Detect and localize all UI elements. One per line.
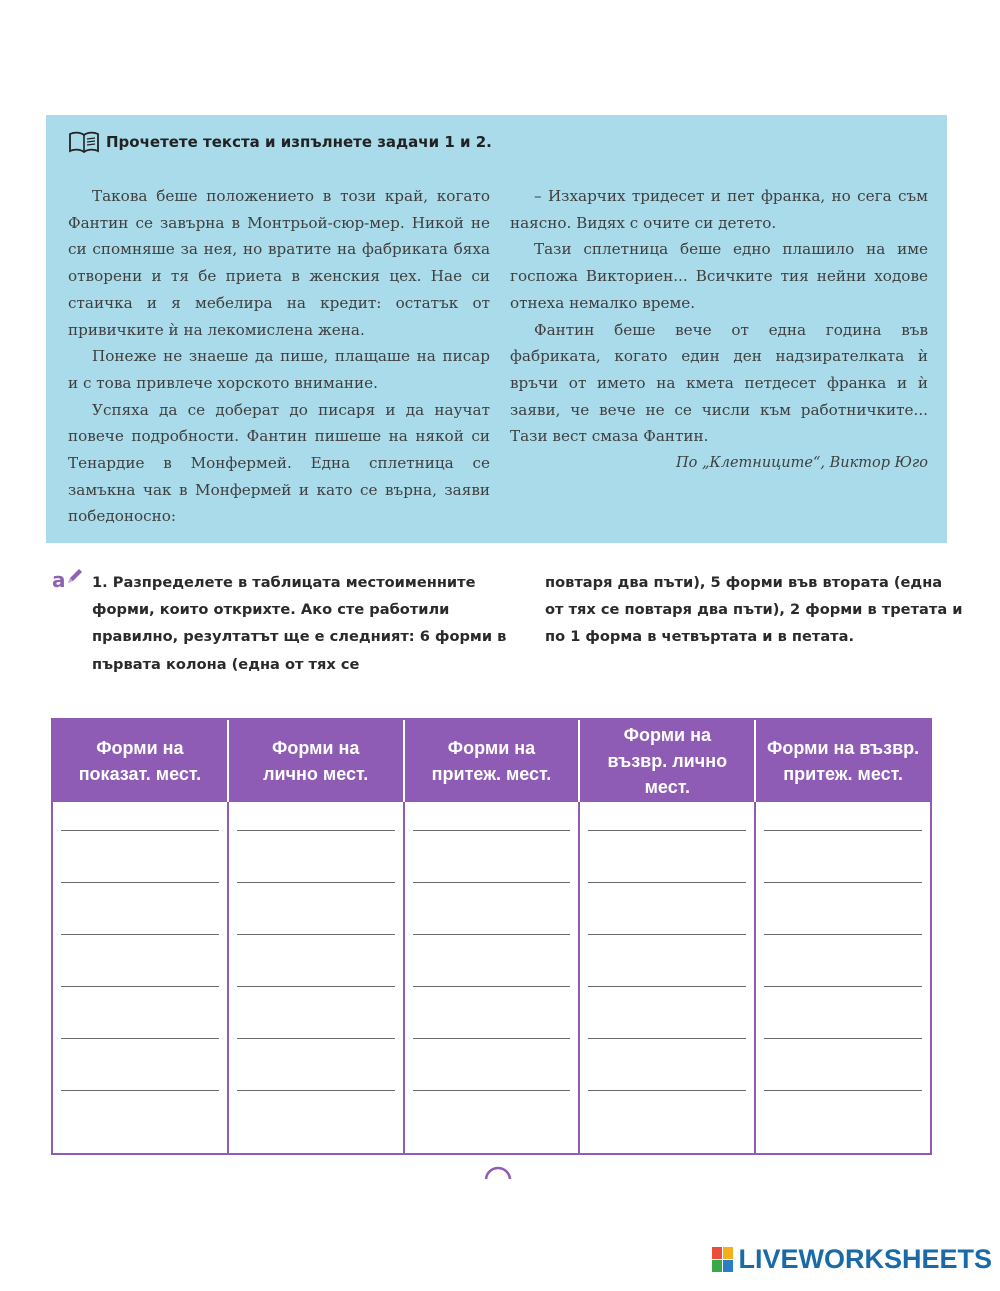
- answer-blank-line[interactable]: [764, 830, 922, 831]
- table-header-row: [53, 720, 930, 802]
- passage-paragraph: Понеже не знаеше да пише, плащаше на писар и с това привлече хорското внимание.: [68, 347, 490, 392]
- answer-blank-line[interactable]: [237, 1038, 395, 1039]
- answer-blank-line[interactable]: [61, 882, 219, 883]
- passage-paragraph: – Изхарчих тридесет и пет франка, но сега съм наясно. Видях с очите си детето.: [510, 187, 928, 232]
- answer-blank-line[interactable]: [764, 1090, 922, 1091]
- passage-attribution: По „Клетниците“, Виктор Юго: [676, 455, 928, 472]
- passage-left-column: [68, 183, 490, 530]
- answer-blank-line[interactable]: [61, 986, 219, 987]
- passage-paragraph: Фантин беше вече от една година във фабриката, когато един ден надзирателката ѝ връчи от името на кмета петдесет франка и ѝ заяви, че вече не се числи към работничките... Тази вест смаза Фантин.: [510, 320, 928, 446]
- answer-blank-line[interactable]: [413, 1038, 571, 1039]
- pencil-icon: [65, 566, 85, 586]
- passage-paragraph: Успяха да се доберат до писаря и да научат повече подробности. Фантин пишеше на някой си Тенардие в Монфермей. Една сплетница се замъкна чак в Монфермей и като се върна, заяви победоносно:: [68, 400, 490, 526]
- answer-blank-line[interactable]: [237, 830, 395, 831]
- passage-right-column: [510, 183, 928, 477]
- column-header-personal: Форми на лично мест.: [229, 720, 405, 802]
- passage-paragraph: Такова беше положението в този край, когато Фантин се завърна в Монтрьой-сюр-мер. Никой не си спомняше за нея, но вратите на фабриката бяха отворени и тя бе приета в женския цех. Нае си стаичка и я мебелира на кредит: остатък от привичките ѝ на лекомислена жена.: [68, 187, 490, 339]
- watermark-text: LIVEWORKSHEETS: [738, 1244, 992, 1274]
- task-instruction-right: повтаря два пъти), 5 форми във втората (една от тях се повтаря два пъти), 2 форми в третата и по 1 форма в четвъртата и в петата.: [545, 574, 963, 646]
- answer-blank-line[interactable]: [588, 1038, 746, 1039]
- answer-blank-line[interactable]: [413, 882, 571, 883]
- answer-blank-line[interactable]: [237, 882, 395, 883]
- answer-table: [51, 718, 932, 1155]
- answer-column: [756, 802, 930, 1153]
- liveworksheets-watermark: [712, 1244, 992, 1275]
- reading-passage: [46, 115, 947, 543]
- answer-column: [229, 802, 405, 1153]
- column-header-reflexive-possessive: Форми на възвр. притеж. мест.: [767, 738, 920, 784]
- answer-blank-line[interactable]: [413, 986, 571, 987]
- column-header-reflexive-personal: Форми на възвр. лично мест.: [580, 720, 756, 802]
- liveworksheets-logo-icon: [712, 1247, 734, 1273]
- answer-blank-line[interactable]: [764, 1038, 922, 1039]
- passage-paragraph: Тази сплетница беше едно плашило на име госпожа Викториен... Всичките тия нейни ходове отнеха немалко време.: [510, 240, 928, 312]
- answer-column: [405, 802, 581, 1153]
- answer-blank-line[interactable]: [237, 934, 395, 935]
- answer-blank-line[interactable]: [588, 934, 746, 935]
- task-instruction-left: 1. Разпределете в таблицата местоименните форми, които открихте. Ако сте работили правилно, резултатът ще е следният: 6 форми в първата колона (една от тях се: [92, 574, 507, 673]
- task-marker-letter: а: [52, 568, 66, 592]
- table-body: [53, 802, 930, 1153]
- answer-blank-line[interactable]: [61, 1090, 219, 1091]
- column-header-possessive: Форми на притеж. мест.: [405, 720, 581, 802]
- open-book-icon: [68, 131, 100, 153]
- answer-blank-line[interactable]: [413, 1090, 571, 1091]
- answer-blank-line[interactable]: [588, 986, 746, 987]
- answer-blank-line[interactable]: [588, 830, 746, 831]
- task-marker: [52, 568, 85, 592]
- page-number-badge: [483, 1165, 513, 1179]
- answer-blank-line[interactable]: [413, 934, 571, 935]
- answer-blank-line[interactable]: [61, 830, 219, 831]
- answer-column: [580, 802, 756, 1153]
- answer-blank-line[interactable]: [237, 1090, 395, 1091]
- answer-column: [53, 802, 229, 1153]
- answer-blank-line[interactable]: [413, 830, 571, 831]
- answer-blank-line[interactable]: [764, 934, 922, 935]
- answer-blank-line[interactable]: [764, 986, 922, 987]
- answer-blank-line[interactable]: [588, 1090, 746, 1091]
- answer-blank-line[interactable]: [61, 1038, 219, 1039]
- answer-blank-line[interactable]: [764, 882, 922, 883]
- column-header-demonstrative: Форми на показат. мест.: [53, 720, 229, 802]
- reading-header-text: Прочетете текста и изпълнете задачи 1 и 2.: [106, 133, 492, 151]
- answer-blank-line[interactable]: [237, 986, 395, 987]
- answer-blank-line[interactable]: [61, 934, 219, 935]
- answer-blank-line[interactable]: [588, 882, 746, 883]
- reading-header: [68, 131, 492, 153]
